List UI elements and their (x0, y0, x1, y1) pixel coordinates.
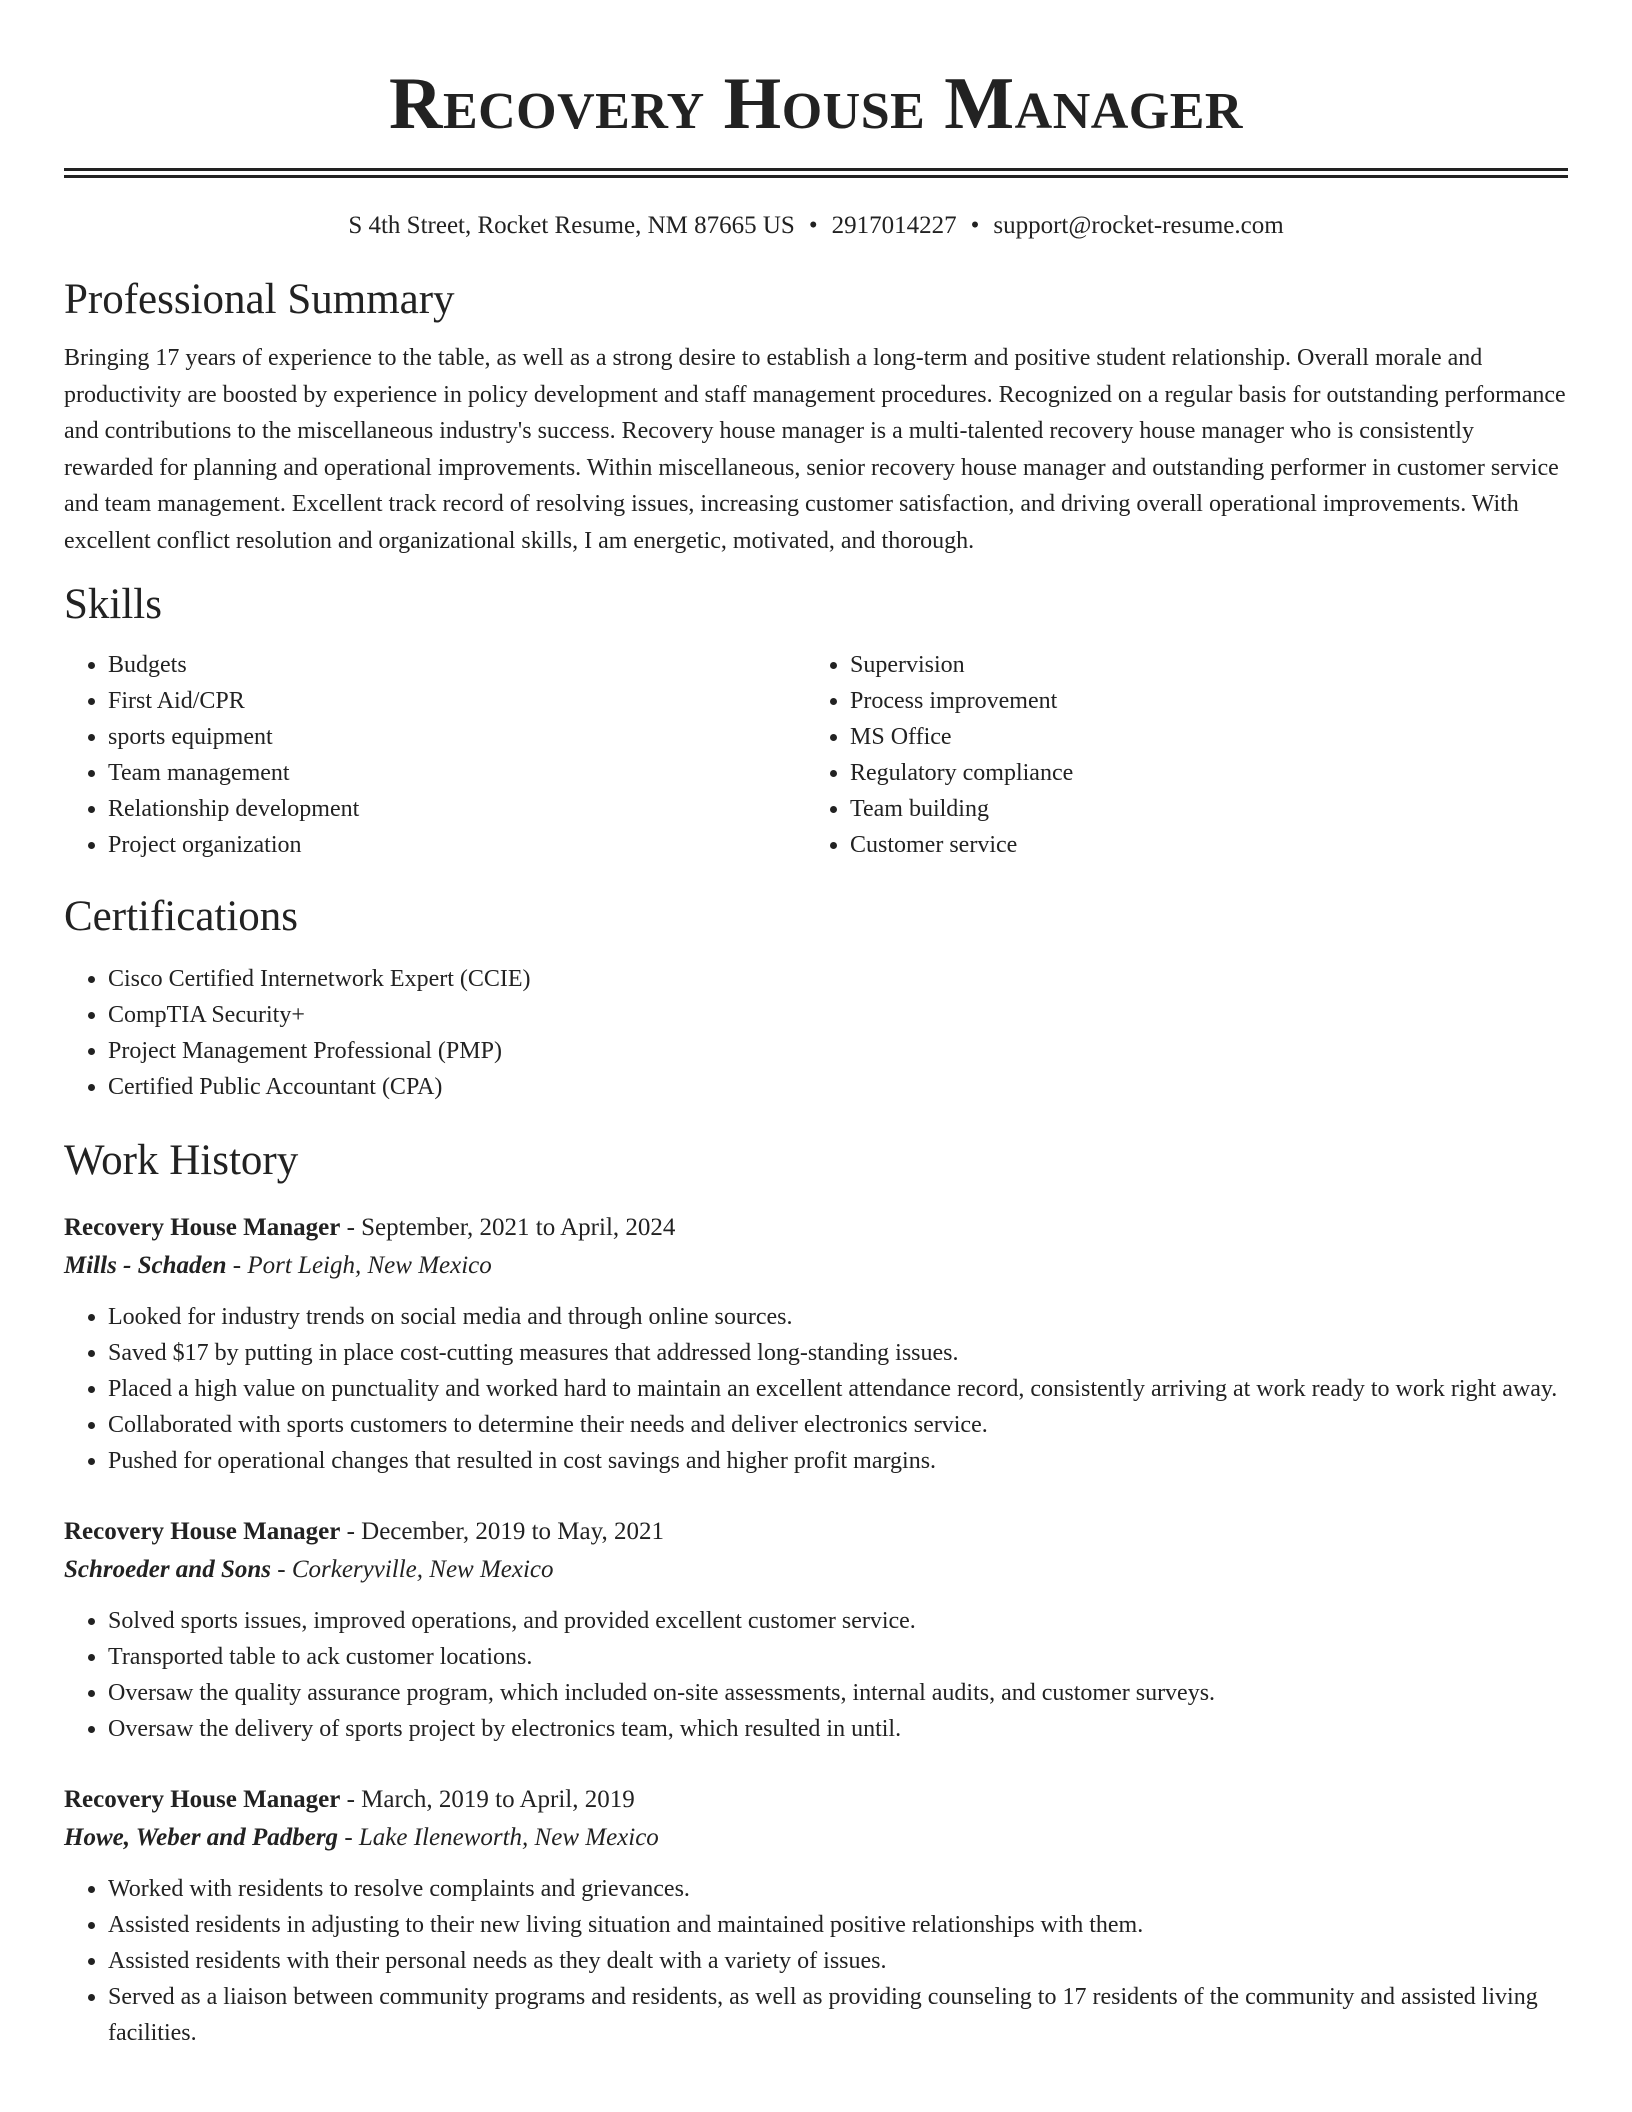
skill-item: • First Aid/CPR (108, 683, 806, 719)
job-bullet: • Collaborated with sports customers to determine their needs and deliver electronics service. (108, 1407, 1568, 1443)
skill-item: • Customer service (850, 827, 1548, 863)
job-bullet: • Looked for industry trends on social media and through online sources. (108, 1299, 1568, 1335)
job-bullet: • Served as a liaison between community programs and residents, as well as providing counseling to 17 residents of the community and assisted living facilities. (108, 1979, 1568, 2051)
job-bullet: • Assisted residents in adjusting to their new living situation and maintained positive relationships with them. (108, 1907, 1568, 1943)
job-bullet: • Worked with residents to resolve complaints and grievances. (108, 1871, 1568, 1907)
job-entry (64, 1513, 1568, 1747)
contact-email: support@rocket-resume.com (993, 212, 1284, 239)
skill-item: • sports equipment (108, 719, 806, 755)
job-bullet: • Oversaw the quality assurance program, which included on-site assessments, internal audits, and customer surveys. (108, 1675, 1568, 1711)
summary-heading: Professional Summary (64, 276, 455, 323)
job-company-line (64, 1551, 1568, 1589)
job-bullet: • Saved $17 by putting in place cost-cutting measures that addressed long-standing issues. (108, 1335, 1568, 1371)
skill-item: • Process improvement (850, 683, 1548, 719)
work-history-heading: Work History (64, 1137, 299, 1184)
resume-title: Recovery House Manager (389, 63, 1243, 145)
summary-text: Bringing 17 years of experience to the table, as well as a strong desire to establish a long-term and positive student relationship. Overall morale and productivity are boosted by experience in policy development and staff management procedures. Recognized on a regular basis for outstanding performance and contributions to the miscellaneous industry's success. Recovery house manager is a multi-talented recovery house manager who is consistently rewarded for planning and operational improvements. Within miscellaneous, senior recovery house manager and outstanding performer in customer service and team management. Excellent track record of resolving issues, increasing customer satisfaction, and driving overall operational improvements. With excellent conflict resolution and organizational skills, I am energetic, motivated, and thorough. (64, 345, 1566, 554)
title-double-rule (64, 168, 1568, 178)
skills-columns (64, 647, 1568, 863)
skills-right-list (806, 647, 1548, 863)
skill-item: • Team building (850, 791, 1548, 827)
contact-separator: • (808, 212, 818, 239)
job-company: Howe, Weber and Padberg (64, 1824, 339, 1851)
job-role: Recovery House Manager (64, 1786, 341, 1813)
job-bullets (64, 1603, 1568, 1747)
job-dates: - December, 2019 to May, 2021 (340, 1518, 664, 1545)
job-bullet: • Assisted residents with their personal needs as they dealt with a variety of issues. (108, 1943, 1568, 1979)
contact-phone: 2917014227 (831, 212, 957, 239)
job-company: Schroeder and Sons (64, 1556, 271, 1583)
job-bullets (64, 1299, 1568, 1479)
skills-left-column (64, 647, 806, 863)
skills-right-column (806, 647, 1548, 863)
job-title-line (64, 1209, 1568, 1247)
skill-item: • Team management (108, 755, 806, 791)
job-location: - Lake Ileneworth, New Mexico (338, 1824, 659, 1851)
skills-left-list (64, 647, 806, 863)
contact-separator: • (970, 212, 980, 239)
job-dates: - September, 2021 to April, 2024 (340, 1214, 676, 1241)
certification-item: • Cisco Certified Internetwork Expert (CCIE) (108, 961, 1568, 997)
job-location: - Port Leigh, New Mexico (226, 1252, 492, 1279)
job-bullet: • Pushed for operational changes that resulted in cost savings and higher profit margins. (108, 1443, 1568, 1479)
job-bullet: • Transported table to ack customer locations. (108, 1639, 1568, 1675)
job-company-line (64, 1819, 1568, 1857)
job-bullet: • Oversaw the delivery of sports project by electronics team, which resulted in until. (108, 1711, 1568, 1747)
job-dates: - March, 2019 to April, 2019 (340, 1786, 635, 1813)
job-bullet: • Solved sports issues, improved operations, and provided excellent customer service. (108, 1603, 1568, 1639)
skills-heading: Skills (64, 581, 162, 628)
job-bullet: • Placed a high value on punctuality and worked hard to maintain an excellent attendance record, consistently arriving at work ready to work right away. (108, 1371, 1568, 1407)
skill-item: • MS Office (850, 719, 1548, 755)
contact-line (64, 210, 1568, 242)
job-location: - Corkeryville, New Mexico (271, 1556, 554, 1583)
job-role: Recovery House Manager (64, 1518, 341, 1545)
skill-item: • Regulatory compliance (850, 755, 1548, 791)
job-bullets (64, 1871, 1568, 2051)
contact-address: S 4th Street, Rocket Resume, NM 87665 US (348, 212, 795, 239)
certifications-heading: Certifications (64, 893, 299, 940)
job-entry (64, 1781, 1568, 2051)
resume-page (64, 0, 1568, 2051)
job-role: Recovery House Manager (64, 1214, 341, 1241)
job-company: Mills - Schaden (64, 1252, 227, 1279)
job-title-line (64, 1781, 1568, 1819)
job-title-line (64, 1513, 1568, 1551)
certifications-list (64, 961, 1568, 1105)
job-company-line (64, 1247, 1568, 1285)
certification-item: • Project Management Professional (PMP) (108, 1033, 1568, 1069)
skill-item: • Budgets (108, 647, 806, 683)
skill-item: • Project organization (108, 827, 806, 863)
certification-item: • Certified Public Accountant (CPA) (108, 1069, 1568, 1105)
skill-item: • Relationship development (108, 791, 806, 827)
certification-item: • CompTIA Security+ (108, 997, 1568, 1033)
job-entry (64, 1209, 1568, 1479)
skill-item: • Supervision (850, 647, 1548, 683)
